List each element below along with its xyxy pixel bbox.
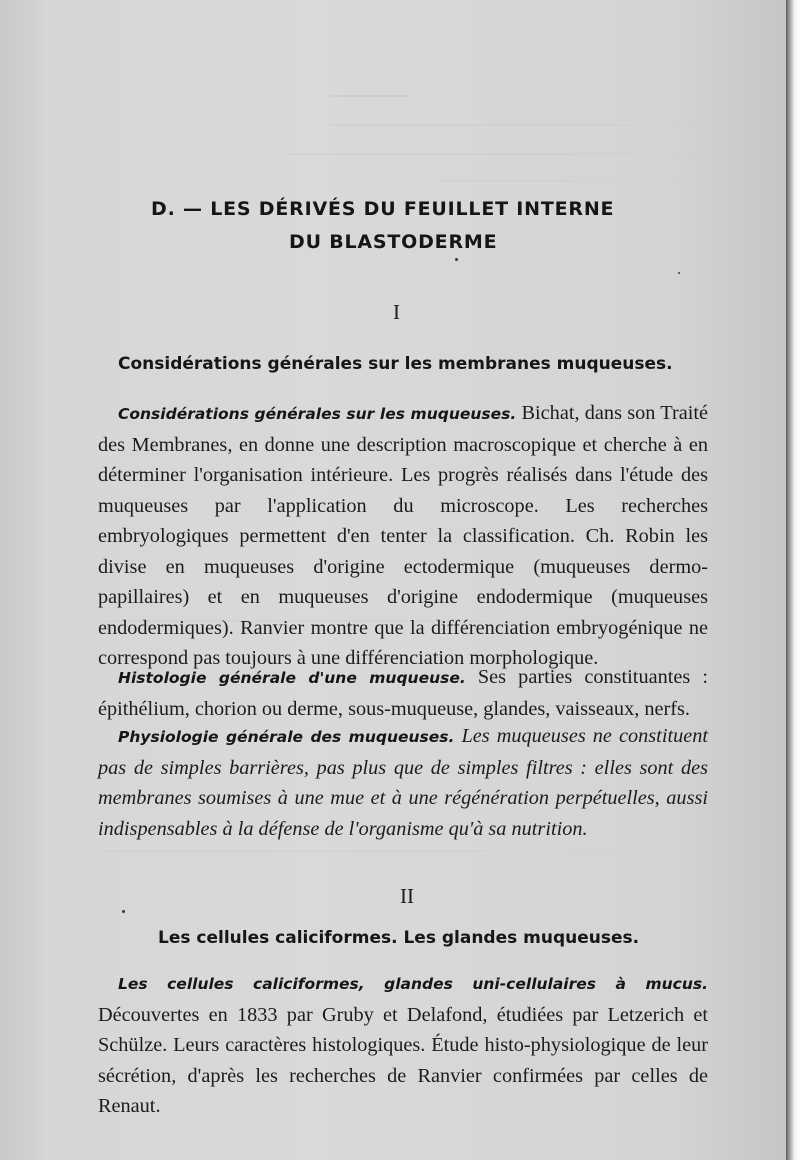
page-edge-shadow	[786, 0, 800, 1160]
paragraph-lead: Physiologie générale des muqueuses.	[118, 728, 455, 746]
section-heading-line-2: DU BLASTODERME	[289, 231, 498, 253]
paragraph-text: Découvertes en 1833 par Gruby et Delafond, étudiées par Letzerich et Schülze. Leurs caractères histologiques. Étude histo-physiologique de leur sécrétion, d'après les recherches de Ranvier confirmées par celles de Renaut.	[98, 1003, 708, 1117]
bleed-through-line	[285, 153, 705, 155]
paragraph-cellules	[98, 968, 708, 1122]
paragraph-text: Bichat, dans son Traité des Membranes, en donne une description macroscopique et cherche à en déterminer l'organisation intérieure. Les progrès réalisés dans l'étude des muqueuses par l'application du microscope. Les recherches embryologiques permettent d'en tenter la classification. Ch. Robin les divise en muqueuses d'origine ectodermique (muqueuses dermo-papillaires) et en muqueuses d'origine endodermique (muqueuses endodermiques). Ranvier montre que la différenciation embryogénique ne correspond pas toujours à une différenciation morphologique.	[98, 402, 708, 669]
bleed-through-line	[330, 124, 710, 126]
paper-speck	[455, 258, 458, 261]
bleed-through-line	[440, 180, 680, 182]
part-heading: Les cellules caliciformes. Les glandes muqueuses.	[158, 928, 640, 948]
paragraph-considerations	[98, 398, 708, 674]
paragraph-lead: Les cellules caliciformes, glandes uni-cellulaires à mucus.	[118, 975, 708, 993]
paragraph-lead: Considérations générales sur les muqueuses.	[118, 405, 517, 423]
paragraph-physiologie	[98, 721, 708, 844]
part-numeral: I	[393, 300, 400, 324]
paper-speck	[678, 272, 680, 274]
paragraph-histologie	[98, 662, 708, 724]
paragraph-text: Ses parties constituantes : épithélium, chorion ou derme, sous-muqueuse, glandes, vaisseaux, nerfs.	[98, 666, 709, 720]
paragraph-text: Les muqueuses ne constituent pas de simples barrières, pas plus que de simples filtres : elles sont des membranes soumises à une mue et à une régénération perpétuelles, aussi indispensables à la défense de l'organisme qu'à sa nutrition.	[98, 725, 709, 840]
paper-speck	[122, 910, 125, 913]
bleed-through-line	[100, 850, 700, 852]
part-heading: Considérations générales sur les membranes muqueuses.	[118, 354, 673, 374]
paragraph-lead: Histologie générale d'une muqueuse.	[118, 669, 466, 687]
section-heading-line-1: D. — LES DÉRIVÉS DU FEUILLET INTERNE	[151, 198, 615, 220]
part-numeral: II	[400, 884, 414, 908]
bleed-through-line	[330, 95, 410, 97]
